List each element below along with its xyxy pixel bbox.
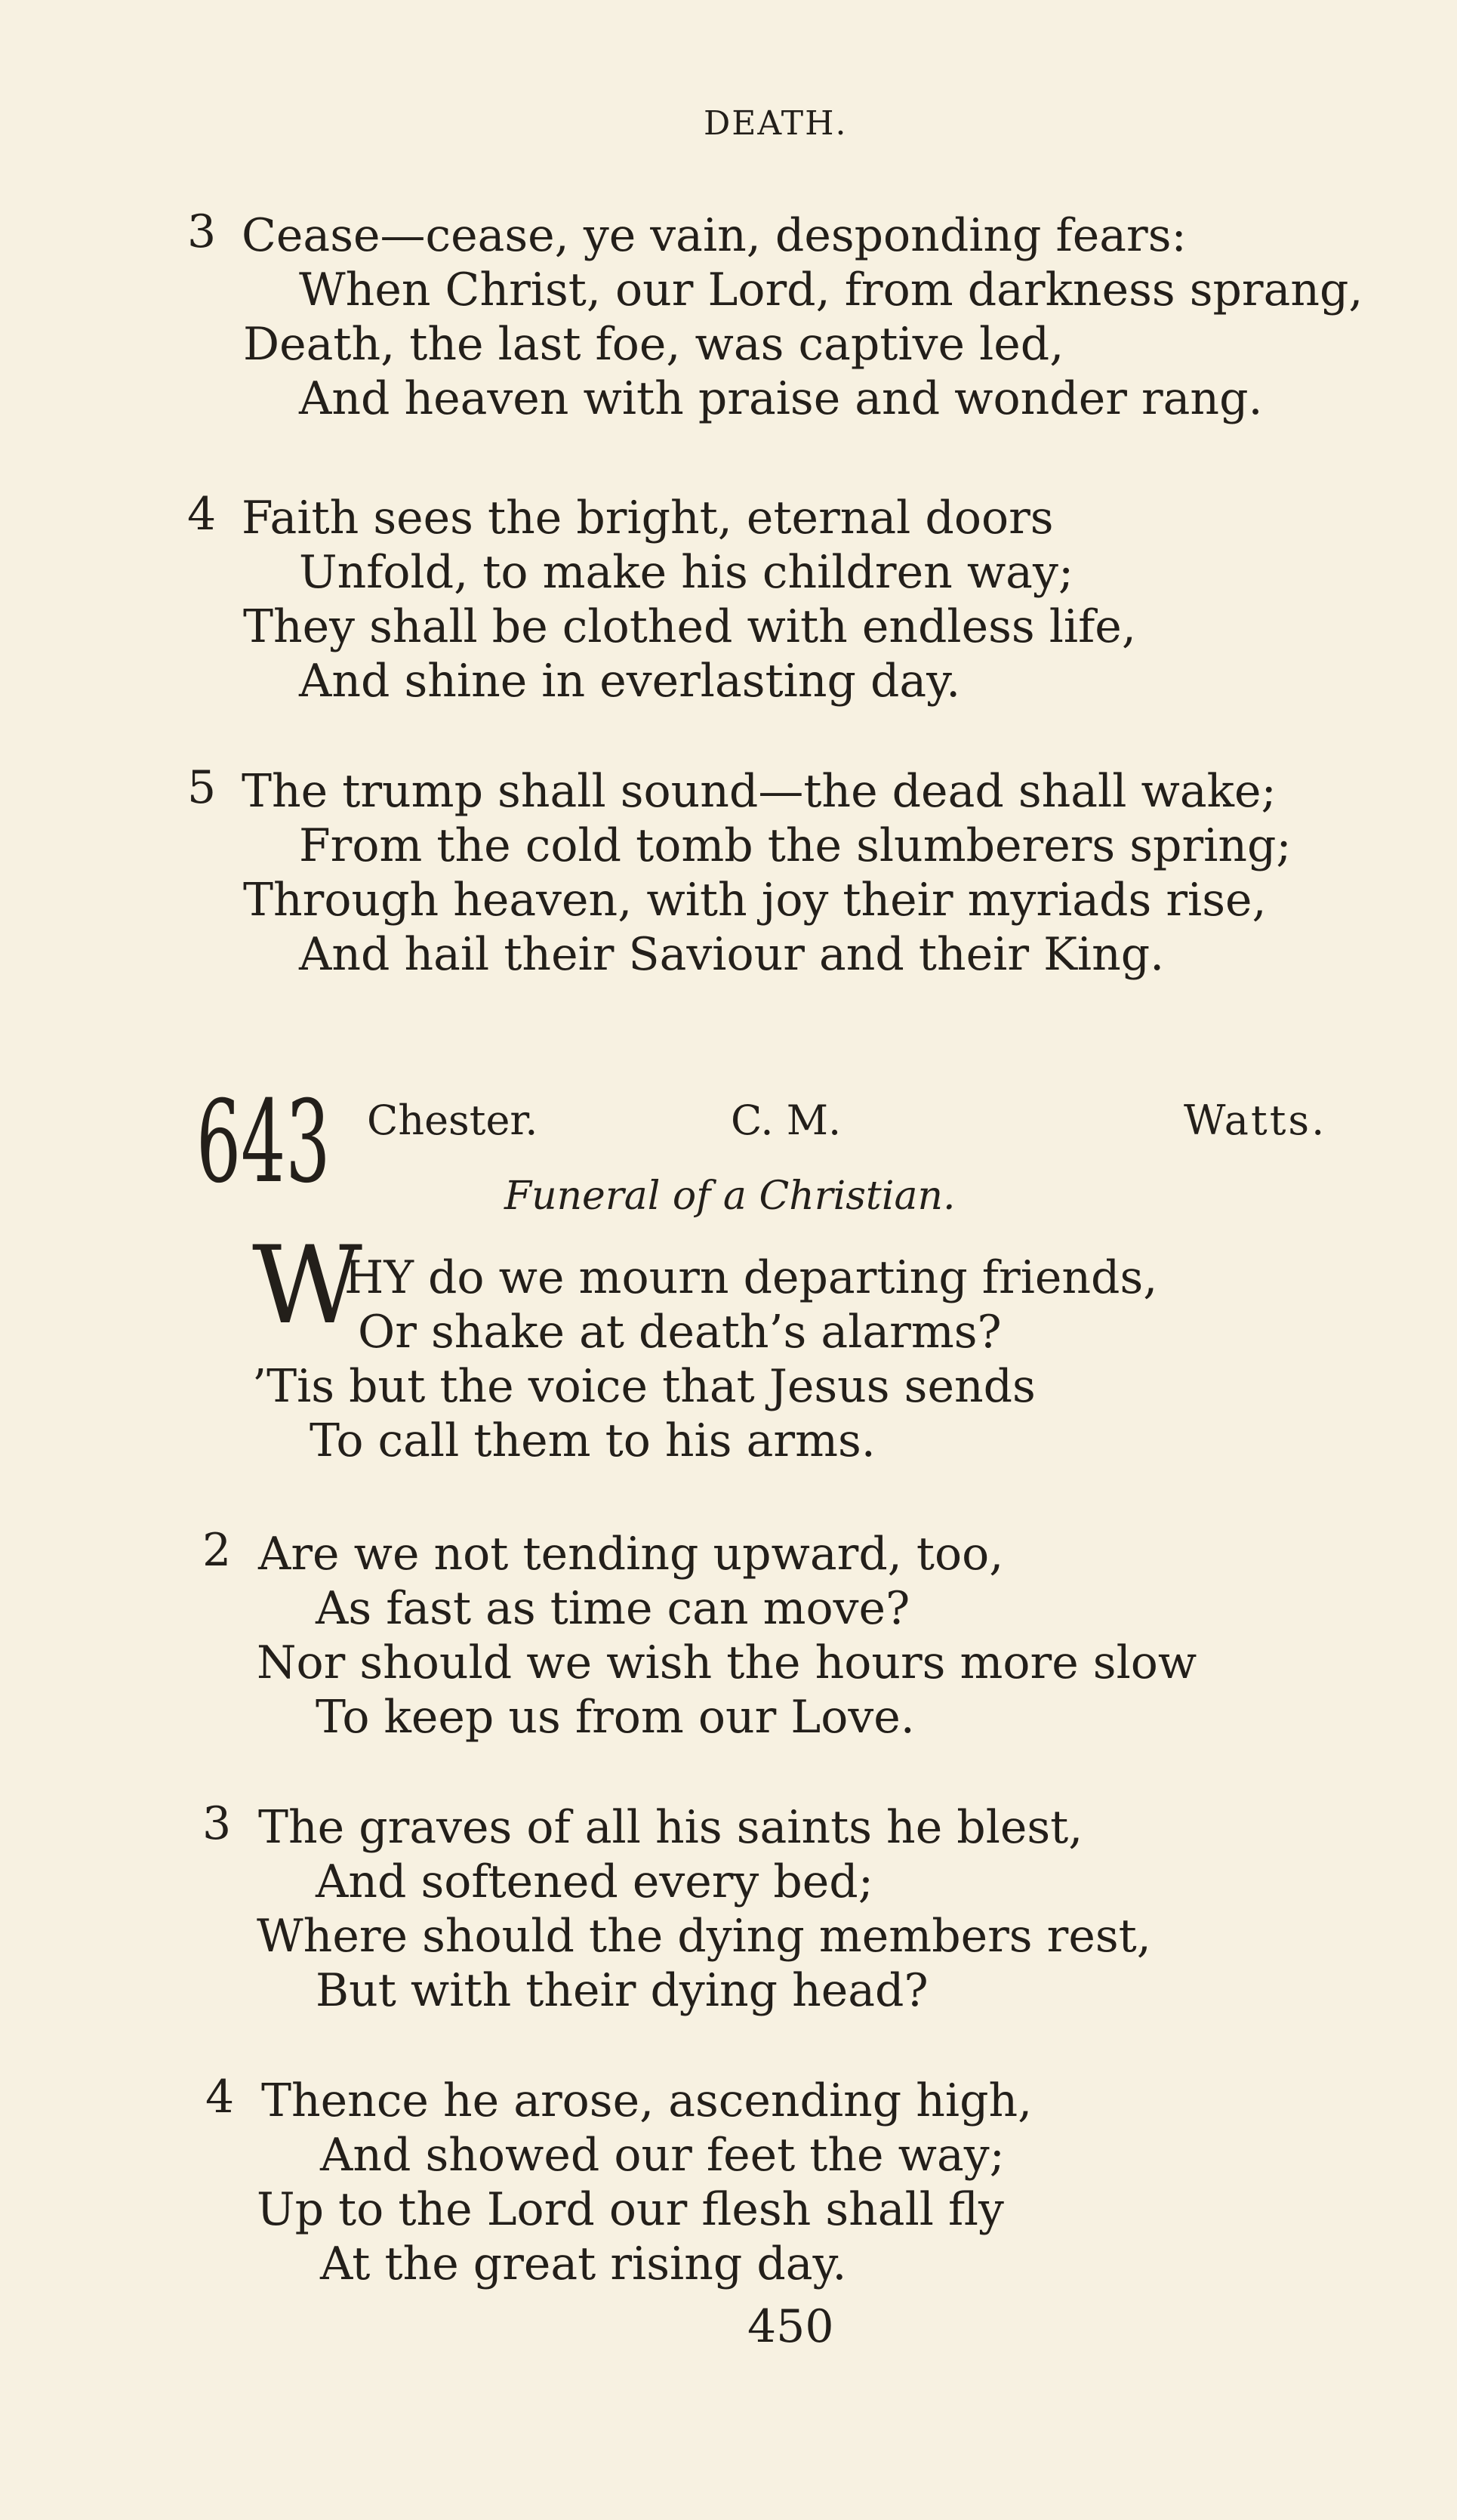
- running-head: DEATH.: [704, 104, 848, 143]
- verse-line: They shall be clothed with endless life,: [243, 600, 1136, 653]
- drop-cap: W: [252, 1223, 362, 1348]
- tune-name: Chester.: [367, 1097, 538, 1144]
- verse-line: Up to the Lord our flesh shall fly: [257, 2183, 1004, 2236]
- stanza-number: 2: [202, 1524, 232, 1577]
- verse-line: Nor should we wish the hours more slow: [257, 1636, 1197, 1689]
- verse-line: Cease—cease, ye vain, desponding fears:: [242, 209, 1187, 262]
- verse-line: But with their dying head?: [316, 1964, 929, 2017]
- verse-line: Unfold, to make his children way;: [299, 546, 1074, 599]
- stanza-number: 5: [187, 761, 217, 814]
- hymn-number: 643: [196, 1077, 331, 1208]
- verse-line: Faith sees the bright, eternal doors: [242, 492, 1054, 544]
- verse-line: Or shake at death’s alarms?: [358, 1306, 1002, 1359]
- verse-line: ’Tis but the voice that Jesus sends: [252, 1360, 1036, 1413]
- stanza-number: 4: [205, 2071, 235, 2124]
- verse-line: Through heaven, with joy their myriads rise,: [243, 874, 1267, 927]
- author: Watts.: [1184, 1097, 1327, 1144]
- verse-line: And softened every bed;: [316, 1855, 873, 1908]
- verse-line: And shine in everlasting day.: [299, 655, 961, 708]
- stanza-number: 3: [202, 1797, 232, 1850]
- verse-line: From the cold tomb the slumberers spring;: [299, 819, 1292, 872]
- verse-line: To call them to his arms.: [310, 1414, 876, 1467]
- verse-line: As fast as time can move?: [316, 1582, 910, 1635]
- verse-line: And heaven with praise and wonder rang.: [299, 372, 1263, 425]
- stanza-number: 4: [187, 488, 217, 541]
- page-number: 450: [747, 2300, 834, 2353]
- verse-line: When Christ, our Lord, from darkness sprang,: [299, 264, 1363, 316]
- verse-line: To keep us from our Love.: [316, 1691, 915, 1744]
- verse-line: The graves of all his saints he blest,: [258, 1801, 1083, 1854]
- verse-line: Death, the last foe, was captive led,: [243, 318, 1064, 371]
- verse-line: And hail their Saviour and their King.: [299, 928, 1165, 981]
- hymn-subtitle: Funeral of a Christian.: [504, 1174, 956, 1219]
- meter: C. M.: [731, 1097, 842, 1144]
- verse-line: At the great rising day.: [320, 2238, 847, 2290]
- verse-line: HY do we mourn departing friends,: [344, 1251, 1158, 1304]
- stanza-number: 3: [187, 205, 217, 258]
- verse-line: Thence he arose, ascending high,: [261, 2074, 1033, 2127]
- verse-line: Where should the dying members rest,: [257, 1910, 1151, 1963]
- verse-line: Are we not tending upward, too,: [258, 1528, 1004, 1581]
- verse-line: The trump shall sound—the dead shall wake;: [242, 765, 1277, 818]
- verse-line: And showed our feet the way;: [320, 2129, 1005, 2182]
